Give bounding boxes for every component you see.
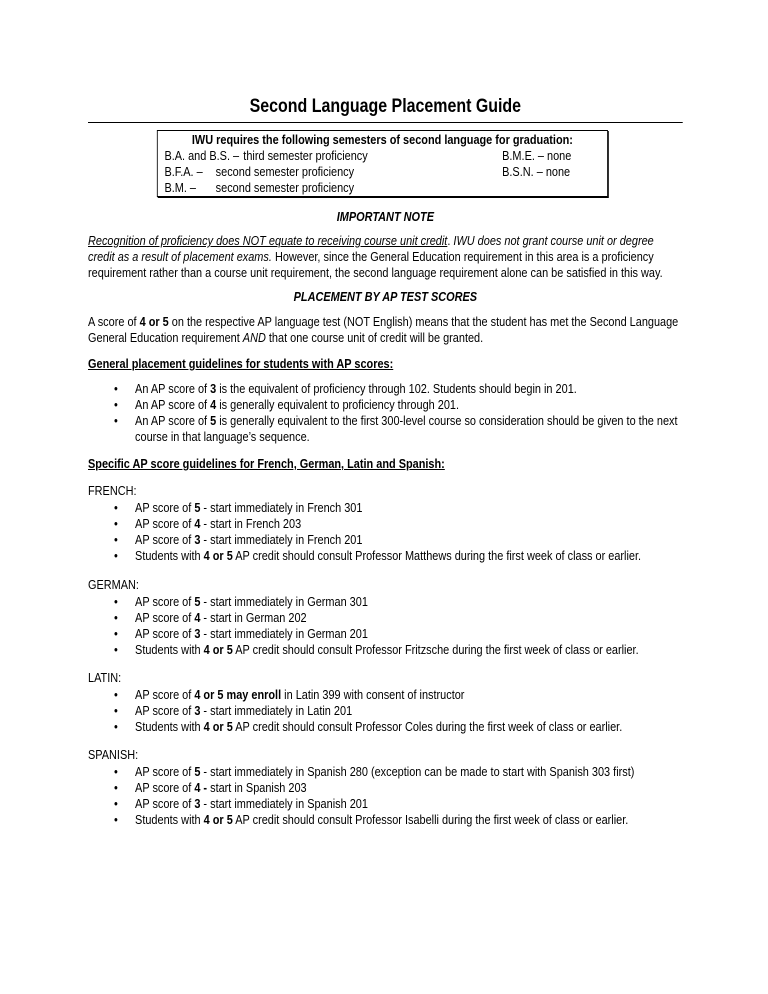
- text-run: An AP score of: [135, 381, 211, 396]
- document-title: Second Language Placement Guide: [249, 96, 522, 117]
- language-guidelines-list: [88, 500, 683, 564]
- list-item: [88, 532, 683, 548]
- ap-paragraph: [88, 314, 683, 346]
- text-run: - start in French 203: [200, 516, 302, 531]
- degree-requirement: [158, 180, 502, 196]
- text-run: AP credit should consult Professor Isabelli during the first week of class or earlier.: [232, 812, 629, 827]
- title-divider: [88, 122, 683, 123]
- list-item: [88, 642, 683, 658]
- text-run: 4 or 5: [203, 812, 233, 827]
- list-item: [88, 796, 683, 812]
- language-heading-german: GERMAN:: [88, 577, 139, 592]
- important-note-paragraph: [88, 233, 683, 281]
- text-run: However, since the General Education requirement in this area is a proficiency requirement rather than a course unit requirement, the second language requirement alone can be satisfied in this way.: [88, 249, 663, 280]
- text-run: - start in German 202: [200, 610, 307, 625]
- text-run: 3: [194, 703, 201, 718]
- language-heading-french: FRENCH:: [88, 483, 137, 498]
- text-run: 4 -: [194, 780, 208, 795]
- language-heading-latin: LATIN:: [88, 670, 122, 685]
- text-run: AP score of: [135, 610, 195, 625]
- text-run: 4: [210, 397, 217, 412]
- language-guidelines-list: [88, 764, 683, 828]
- degree-requirement: [158, 164, 502, 180]
- text-run: 5: [194, 500, 201, 515]
- text-run: AP score of: [135, 626, 195, 641]
- text-run: AP score of: [135, 516, 195, 531]
- text-run: 4 or 5: [203, 642, 233, 657]
- requirements-box: [157, 130, 608, 197]
- degree-requirement-right: [502, 180, 607, 196]
- text-run: 4: [194, 610, 201, 625]
- list-item: [88, 548, 683, 564]
- text-run: 4 or 5 may enroll: [194, 687, 282, 702]
- ap-heading: PLACEMENT BY AP TEST SCORES: [293, 289, 478, 304]
- text-run: Students with: [135, 548, 204, 563]
- text-run: on the respective AP language test (NOT English) means that the student has met the Second Language General Education requirement: [88, 314, 679, 345]
- text-run: Recognition of proficiency does NOT equate to receiving course unit credit: [88, 233, 448, 248]
- text-run: AP credit should consult Professor Coles during the first week of class or earlier.: [232, 719, 623, 734]
- important-note-heading: IMPORTANT NOTE: [336, 209, 434, 224]
- language-heading-spanish: SPANISH:: [88, 747, 139, 762]
- list-item: [88, 381, 683, 397]
- text-run: AP score of: [135, 532, 195, 547]
- list-item: [88, 397, 683, 413]
- degree-value: second semester proficiency: [215, 164, 355, 179]
- list-item: [88, 687, 683, 703]
- text-run: Students with: [135, 642, 204, 657]
- text-run: AP credit should consult Professor Fritzsche during the first week of class or earlier.: [232, 642, 639, 657]
- list-item: [88, 719, 683, 735]
- requirement-row: [158, 148, 607, 164]
- text-run: start in Spanish 203: [207, 780, 307, 795]
- text-run: A score of: [88, 314, 140, 329]
- text-run: An AP score of: [135, 397, 211, 412]
- text-run: AP score of: [135, 687, 195, 702]
- text-run: Students with: [135, 719, 204, 734]
- text-run: - start immediately in German 201: [200, 626, 368, 641]
- text-run: is the equivalent of proficiency through 102. Students should begin in 201.: [216, 381, 577, 396]
- text-run: AP score of: [135, 796, 195, 811]
- text-run: AP score of: [135, 703, 195, 718]
- requirements-heading: IWU requires the following semesters of second language for graduation:: [191, 132, 573, 147]
- list-item: [88, 610, 683, 626]
- degree-value: third semester proficiency: [243, 148, 368, 163]
- language-guidelines-list: [88, 687, 683, 735]
- list-item: [88, 780, 683, 796]
- degree-requirement-right: B.M.E. – none: [502, 148, 572, 163]
- text-run: 5: [194, 594, 201, 609]
- document-body: [88, 96, 683, 828]
- text-run: 5: [194, 764, 201, 779]
- text-run: AP score of: [135, 764, 195, 779]
- text-run: - start immediately in Latin 201: [200, 703, 353, 718]
- text-run: AP score of: [135, 500, 195, 515]
- list-item: [88, 764, 683, 780]
- list-item: [88, 626, 683, 642]
- text-run: AND: [242, 330, 266, 345]
- degree-requirement-right: B.S.N. – none: [502, 164, 571, 179]
- text-run: in Latin 399 with consent of instructor: [281, 687, 465, 702]
- degree-value: second semester proficiency: [215, 180, 355, 195]
- text-run: 5: [210, 413, 217, 428]
- degree-label: B.A. and B.S. –: [164, 148, 240, 163]
- text-run: - start immediately in Spanish 201: [200, 796, 368, 811]
- text-run: - start immediately in German 301: [200, 594, 368, 609]
- text-run: 4 or 5: [203, 548, 233, 563]
- text-run: 4: [194, 516, 201, 531]
- text-run: 4 or 5: [139, 314, 169, 329]
- degree-label: B.F.A. –: [164, 164, 203, 179]
- specific-guidelines-heading: Specific AP score guidelines for French, German, Latin and Spanish:: [88, 456, 445, 471]
- general-guidelines-heading: General placement guidelines for students with AP scores:: [88, 356, 394, 371]
- list-item: [88, 703, 683, 719]
- text-run: An AP score of: [135, 413, 211, 428]
- text-run: - start immediately in French 301: [200, 500, 363, 515]
- degree-requirement: [158, 148, 502, 164]
- requirement-row: [158, 164, 607, 180]
- text-run: is generally equivalent to the first 300-level course so consideration should be given to the next course in that language’s sequence.: [135, 413, 678, 444]
- requirement-row: [158, 180, 607, 196]
- text-run: 3: [210, 381, 217, 396]
- text-run: 3: [194, 532, 201, 547]
- general-guidelines-list: [88, 381, 683, 445]
- text-run: Students with: [135, 812, 204, 827]
- text-run: - start immediately in Spanish 280 (exception can be made to start with Spanish 303 first): [200, 764, 635, 779]
- text-run: AP credit should consult Professor Matthews during the first week of class or earlier.: [232, 548, 642, 563]
- list-item: [88, 413, 683, 445]
- list-item: [88, 516, 683, 532]
- text-run: .: [447, 233, 454, 248]
- text-run: 4 or 5: [203, 719, 233, 734]
- text-run: 3: [194, 626, 201, 641]
- list-item: [88, 500, 683, 516]
- text-run: - start immediately in French 201: [200, 532, 363, 547]
- list-item: [88, 812, 683, 828]
- degree-label: B.M. –: [164, 180, 197, 195]
- text-run: is generally equivalent to proficiency through 201.: [216, 397, 460, 412]
- text-run: IWU does not grant course unit or degree credit as a result of placement exams.: [88, 233, 654, 264]
- list-item: [88, 594, 683, 610]
- text-run: 3: [194, 796, 201, 811]
- text-run: AP score of: [135, 594, 195, 609]
- language-guidelines-list: [88, 594, 683, 658]
- text-run: that one course unit of credit will be granted.: [265, 330, 484, 345]
- text-run: AP score of: [135, 780, 195, 795]
